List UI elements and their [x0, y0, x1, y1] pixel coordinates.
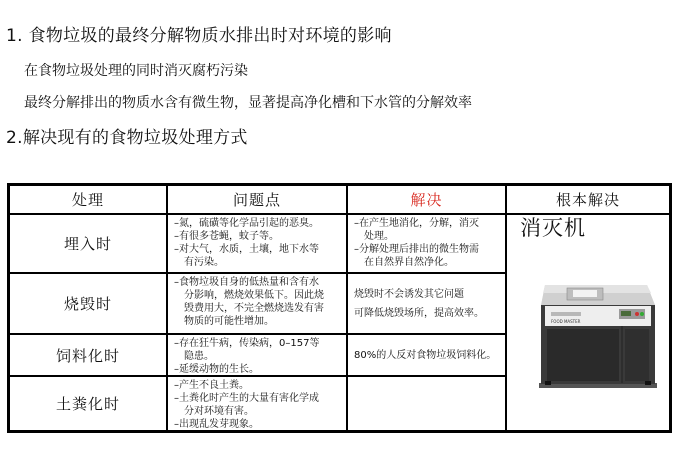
solution-line: 在自然界自然净化。 — [364, 257, 454, 268]
root-solution-title: 消灭机 — [520, 216, 586, 240]
problem-line: 分影响，燃烧效果低下。因此烧 — [184, 290, 324, 301]
header-root-solution: 根本解决 — [507, 186, 669, 213]
problem-line: –对大气，水质，土壤，地下水等 — [174, 244, 319, 255]
subpoint-microbe-efficiency: 最终分解排出的物质水含有微生物，显著提高净化槽和下水管的分解效率 — [24, 95, 472, 111]
problem-line: –出现乱发芽现象。 — [174, 419, 259, 430]
problems-incineration — [168, 274, 346, 333]
solution-line: 可降低烧毁场所，提高效率。 — [354, 307, 484, 319]
row-label-feed: 饲料化时 — [10, 335, 166, 375]
row-label-landfill: 埋入时 — [10, 215, 166, 272]
problem-line: 隐患。 — [184, 351, 214, 362]
solution-incineration — [348, 274, 505, 333]
heading-solve-existing-methods: 2.解决现有的食物垃圾处理方式 — [6, 128, 248, 148]
solution-line: –在产生地消化，分解，消灭 — [354, 218, 479, 229]
heading-environment-impact: 1. 食物垃圾的最终分解物质水排出时对环境的影响 — [6, 26, 392, 46]
header-problems: 问题点 — [168, 186, 346, 213]
solution-line: –分解处理后排出的微生物需 — [354, 244, 479, 255]
problem-line: –延缓动物的生长。 — [174, 364, 259, 375]
problem-line: –有很多苍蝇，蚊子等。 — [174, 231, 279, 242]
subpoint-eliminate-decay: 在食物垃圾处理的同时消灭腐朽污染 — [24, 63, 248, 79]
problem-line: –食物垃圾自身的低热量和含有水 — [174, 277, 319, 288]
solution-landfill — [348, 215, 505, 272]
solution-compost — [348, 377, 505, 430]
solution-line: 处理。 — [364, 231, 394, 242]
problem-line: 有污染。 — [184, 257, 224, 268]
problem-line: 物质的可能性增加。 — [184, 316, 274, 327]
row-label-compost: 土粪化时 — [10, 377, 166, 430]
food-waste-machine-image — [537, 279, 659, 390]
solution-line: 80%的人反对食物垃圾饲料化。 — [354, 349, 497, 361]
problem-line: 毁费用大，不完全燃烧选发有害 — [184, 303, 324, 314]
problems-compost — [168, 377, 346, 430]
problem-line: –产生不良土粪。 — [174, 380, 249, 391]
header-processing: 处理 — [10, 186, 166, 213]
problem-line: –土粪化时产生的大量有害化学成 — [174, 393, 319, 404]
problem-line: –存在狂牛病，传染病，0–157等 — [174, 338, 320, 349]
header-solution: 解决 — [348, 186, 505, 213]
problems-feed — [168, 335, 346, 375]
solution-feed — [348, 335, 505, 375]
machine-brand-label: FOOD MASTER — [551, 319, 581, 324]
solution-line: 烧毁时不会诱发其它问题 — [354, 288, 464, 300]
problems-landfill — [168, 215, 346, 272]
row-label-incineration: 烧毁时 — [10, 274, 166, 333]
problem-line: 分对环境有害。 — [184, 406, 254, 417]
problem-line: –氮，硫磺等化学品引起的恶臭。 — [174, 218, 319, 229]
